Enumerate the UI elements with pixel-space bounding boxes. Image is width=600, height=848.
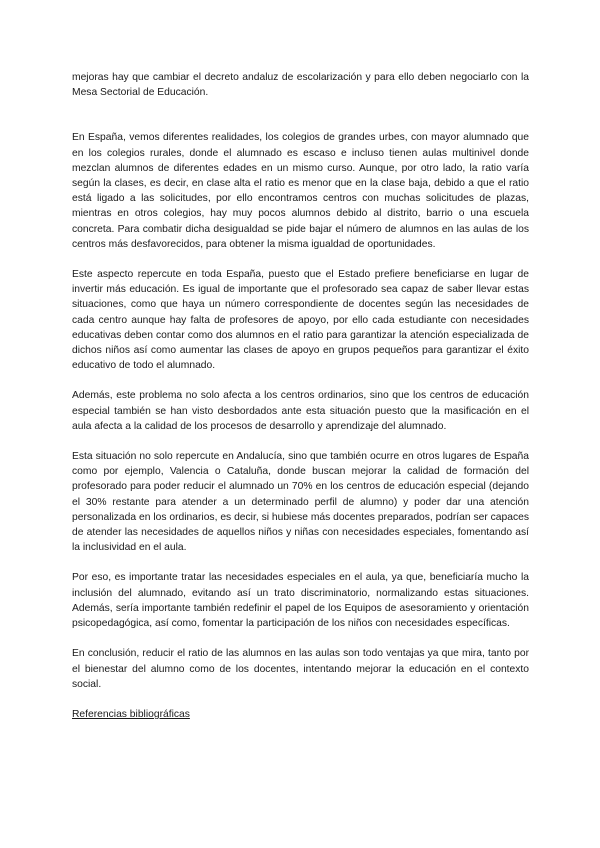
document-body [72, 70, 529, 722]
paragraph-continuation: mejoras hay que cambiar el decreto andaluz de escolarización y para ello deben negociarlo con la Mesa Sectorial de Educación. [72, 72, 529, 99]
paragraph-spacer [72, 100, 529, 130]
paragraph-spacer [72, 555, 529, 570]
paragraph-spacer [72, 434, 529, 449]
paragraph-special-education: Además, este problema no solo afecta a los centros ordinarios, sino que los centros de educación especial también se han visto desbordados ante esta situación puesto que la masificación en el aula afecta a la calidad de los procesos de desarrollo y aprendizaje del alumnado. [72, 390, 529, 432]
references-heading: Referencias bibliográficas [72, 708, 190, 720]
paragraph-spacer [72, 373, 529, 388]
paragraph-spacer [72, 631, 529, 646]
paragraph-inclusion: Por eso, es importante tratar las necesidades especiales en el aula, ya que, beneficiaría mucho la inclusión del alumnado, evitando así un trato discriminatorio, normalizando estas situaciones. Además, sería importante también redefinir el papel de los Equipos de asesoramiento y orientación psicopedagógica, así como, fomentar la participación de los niños con necesidades específicas. [72, 572, 529, 630]
paragraph-other-regions: Esta situación no solo repercute en Andalucía, sino que también ocurre en otros lugares de España como por ejemplo, Valencia o Cataluña, donde buscan mejorar la calidad de formación del profesorado para poder reducir el alumnado un 70% en los centros de educación especial (dejando el 30% restante para atender a un determinado perfil de alumno) y poder dar una atención personalizada en los ordinarios, es decir, si hubiese más docentes preparados, podrían ser capaces de atender las necesidades de aquellos niños y niñas con necesidades especiales, fomentando así la inclusividad en el aula. [72, 451, 529, 554]
paragraph-spacer [72, 692, 529, 707]
paragraph-conclusion: En conclusión, reducir el ratio de las alumnos en las aulas son todo ventajas ya que mira, tanto por el bienestar del alumno como de los docentes, intentando mejorar la educación en el contexto social. [72, 648, 529, 690]
paragraph-spain-realities: En España, vemos diferentes realidades, los colegios de grandes urbes, con mayor alumnado que en los colegios rurales, donde el alumnado es escaso e incluso tienen aulas multinivel donde mezclan alumnos de diferentes edades en un mismo curso. Aunque, por otro lado, la ratio varía según la clases, es decir, en clase alta el ratio es menor que en la clase baja, debido a que el ratio está ligado a las solicitudes, por ello encontramos centros con muchas solicitudes de plazas, mientras en otros colegios, hay muy pocos alumnos debido al distrito, barrio o una escuela concreta. Para combatir dicha desigualdad se pide bajar el número de alumnos en las aulas de los centros más desfavorecidos, para obtener la misma igualdad de oportunidades. [72, 132, 529, 250]
paragraph-state-investment: Este aspecto repercute en toda España, puesto que el Estado prefiere beneficiarse en lugar de invertir más educación. Es igual de importante que el profesorado sea capaz de saber llevar estas situaciones, como que haya un número correspondiente de docentes según las necesidades de cada centro aunque hay falta de profesores de apoyo, por ello cada estudiante con necesidades educativas deben contar como dos alumnos en el ratio para garantizar la atención especializada de dichos niños así como aumentar las clases de apoyo en grupos pequeños para garantizar el éxito educativo de todo el alumnado. [72, 269, 529, 372]
paragraph-spacer [72, 252, 529, 267]
